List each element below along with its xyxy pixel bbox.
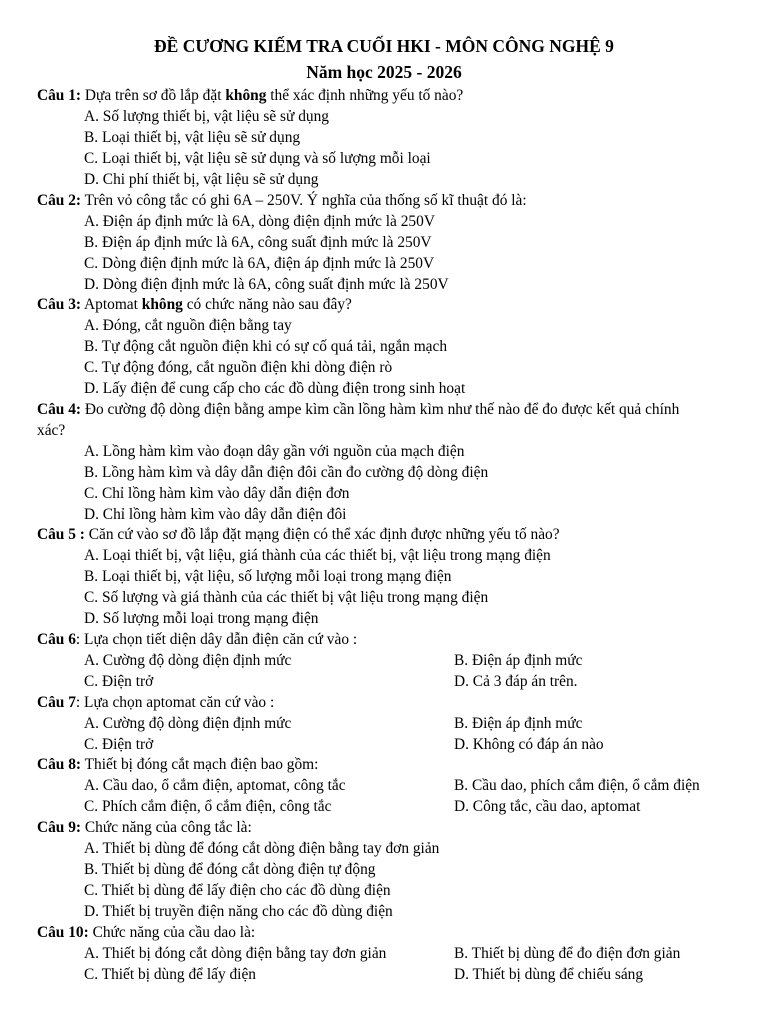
question-6 — [37, 629, 357, 650]
question-label: Câu 5 : — [37, 526, 85, 543]
question-4-continued: xác? — [37, 422, 66, 439]
question-8 — [37, 754, 318, 775]
question-text: Chức năng của cầu dao là: — [88, 924, 256, 941]
option-7d: D. Không có đáp án nào — [454, 736, 604, 753]
option-7b: B. Điện áp định mức — [454, 715, 583, 732]
question-label: Câu 3: — [37, 296, 82, 313]
option-6a: A. Cường độ dòng điện định mức — [84, 652, 292, 669]
question-5 — [37, 524, 560, 545]
option-1d: D. Chi phí thiết bị, vật liệu sẽ sử dụng — [84, 171, 319, 188]
option-4b: B. Lồng hàm kìm và dây dẫn điện đôi cần đo cường độ dòng điện — [84, 464, 489, 481]
question-label: Câu 10: — [37, 924, 89, 941]
option-6c: C. Điện trở — [84, 673, 154, 690]
school-year: Năm học 2025 - 2026 — [306, 62, 462, 82]
question-label: Câu 9: — [37, 819, 82, 836]
option-6d: D. Cả 3 đáp án trên. — [454, 673, 578, 690]
option-8a: A. Cầu dao, ổ cắm điện, aptomat, công tắc — [84, 777, 346, 794]
option-4a: A. Lồng hàm kìm vào đoạn dây gần với nguồn của mạch điện — [84, 443, 465, 460]
question-text: có chức năng nào sau đây? — [182, 296, 352, 313]
option-3d: D. Lấy điện để cung cấp cho các đồ dùng điện trong sinh hoạt — [84, 380, 466, 397]
option-6b: B. Điện áp định mức — [454, 652, 583, 669]
option-1a: A. Số lượng thiết bị, vật liệu sẽ sử dụng — [84, 108, 329, 125]
question-3 — [37, 294, 352, 315]
question-label: Câu 4: — [37, 401, 82, 418]
option-9a: A. Thiết bị dùng để đóng cắt dòng điện bằng tay đơn giản — [84, 840, 440, 857]
option-7a: A. Cường độ dòng điện định mức — [84, 715, 292, 732]
option-9d: D. Thiết bị truyền điện năng cho các đồ dùng điện — [84, 903, 393, 920]
question-10 — [37, 922, 255, 943]
option-7c: C. Điện trở — [84, 736, 154, 753]
question-text: Đo cường độ dòng điện bằng ampe kìm cần lồng hàm kìm như thế nào để đo được kết quả chính — [81, 401, 680, 418]
question-label: Câu 1: — [37, 87, 82, 104]
question-label: Câu 6 — [37, 631, 76, 648]
question-emphasis: không — [225, 87, 267, 104]
question-label: Câu 7 — [37, 694, 76, 711]
option-8d: D. Công tắc, cầu dao, aptomat — [454, 798, 641, 815]
question-text: : Lựa chọn tiết diện dây dẫn điện căn cứ vào : — [75, 631, 358, 648]
option-2a: A. Điện áp định mức là 6A, dòng điện định mức là 250V — [84, 213, 435, 230]
option-4c: C. Chỉ lồng hàm kìm vào dây dẫn điện đơn — [84, 485, 350, 502]
question-7 — [37, 692, 274, 713]
question-text: thể xác định những yếu tố nào? — [266, 87, 464, 104]
question-9 — [37, 817, 252, 838]
question-text: Căn cứ vào sơ đồ lắp đặt mạng điện có thể xác định được những yếu tố nào? — [84, 526, 560, 543]
option-5d: D. Số lượng mỗi loại trong mạng điện — [84, 610, 319, 627]
option-8c: C. Phích cắm điện, ổ cắm điện, công tắc — [84, 798, 332, 815]
option-10c: C. Thiết bị dùng để lấy điện — [84, 966, 256, 983]
option-3a: A. Đóng, cắt nguồn điện bằng tay — [84, 317, 292, 334]
option-8b: B. Cầu dao, phích cắm điện, ổ cắm điện — [454, 777, 700, 794]
question-text: : Lựa chọn aptomat căn cứ vào : — [75, 694, 275, 711]
option-1c: C. Loại thiết bị, vật liệu sẽ sử dụng và số lượng mỗi loại — [84, 150, 431, 167]
option-1b: B. Loại thiết bị, vật liệu sẽ sử dụng — [84, 129, 301, 146]
option-5b: B. Loại thiết bị, vật liệu, số lượng mỗi loại trong mạng điện — [84, 568, 452, 585]
option-2c: C. Dòng điện định mức là 6A, điện áp định mức là 250V — [84, 255, 435, 272]
option-10a: A. Thiết bị đóng cắt dòng điện bằng tay đơn giản — [84, 945, 387, 962]
question-emphasis: không — [141, 296, 183, 313]
option-2d: D. Dòng điện định mức là 6A, công suất định mức là 250V — [84, 276, 449, 293]
question-1 — [37, 85, 463, 106]
question-2 — [37, 190, 527, 211]
question-4 — [37, 399, 679, 420]
option-10d: D. Thiết bị dùng để chiếu sáng — [454, 966, 644, 983]
question-text: Dựa trên sơ đồ lắp đặt — [81, 87, 226, 104]
option-9c: C. Thiết bị dùng để lấy điện cho các đồ dùng điện — [84, 882, 391, 899]
option-4d: D. Chỉ lồng hàm kìm vào dây dẫn điện đôi — [84, 506, 347, 523]
question-text: Trên vỏ công tắc có ghi 6A – 250V. Ý nghĩa của thống số kĩ thuật đó là: — [81, 192, 527, 209]
document-title: ĐỀ CƯƠNG KIẾM TRA CUỐI HKI - MÔN CÔNG NGHỆ 9 — [154, 36, 614, 56]
question-text: Aptomat — [81, 296, 142, 313]
option-2b: B. Điện áp định mức là 6A, công suất định mức là 250V — [84, 234, 432, 251]
question-label: Câu 8: — [37, 756, 82, 773]
option-3c: C. Tự động đóng, cắt nguồn điện khi dòng điện rò — [84, 359, 393, 376]
option-5c: C. Số lượng và giá thành của các thiết bị vật liệu trong mạng điện — [84, 589, 489, 606]
option-3b: B. Tự động cắt nguồn điện khi có sự cố quá tải, ngắn mạch — [84, 338, 448, 355]
question-text: Chức năng của công tắc là: — [81, 819, 252, 836]
option-10b: B. Thiết bị dùng để đo điện đơn giản — [454, 945, 681, 962]
option-5a: A. Loại thiết bị, vật liệu, giá thành của các thiết bị, vật liệu trong mạng điện — [84, 547, 551, 564]
question-text: Thiết bị đóng cắt mạch điện bao gồm: — [81, 756, 319, 773]
question-label: Câu 2: — [37, 192, 82, 209]
option-9b: B. Thiết bị dùng để đóng cắt dòng điện tự động — [84, 861, 376, 878]
